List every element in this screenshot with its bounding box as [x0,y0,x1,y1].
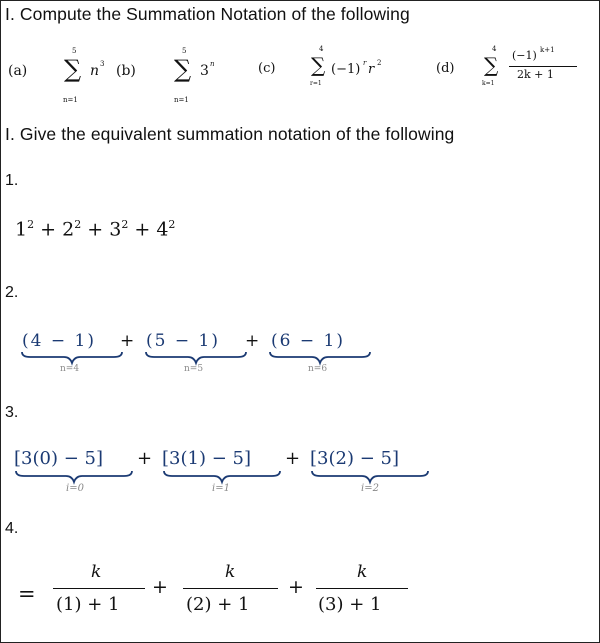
operator-plus: + [87,218,104,241]
brace-label: i=2 [361,483,379,494]
operator-plus: + [245,331,260,351]
item-b-power: n [210,60,215,68]
underbrace-icon [146,352,246,363]
term-exponent: 2 [121,218,129,231]
term-exponent: 2 [27,218,35,231]
problem-2-number: 2. [5,284,19,301]
section-1-title: I. Compute the Summation Notation of the following [5,4,410,24]
problem-1-number: 1. [5,172,19,189]
fraction-denominator: (3) + 1 [318,594,382,615]
problem-3-number: 3. [5,404,19,421]
term-base: 3 [109,218,122,241]
item-c-body: (−1) [331,62,361,77]
sigma-icon: ∑ [174,55,192,83]
item-c-lower: r=1 [310,80,322,87]
equals-sign: = [18,582,36,606]
sigma-icon: ∑ [311,53,326,77]
item-b-label: (b) [116,63,136,79]
brace-label: n=4 [60,364,80,374]
item-a-label: (a) [8,63,28,79]
fraction-bar [183,588,278,589]
operator-plus: + [288,576,304,598]
operator-plus: + [152,576,168,598]
item-b-body: 3 [200,63,209,79]
term-group: [3(2) − 5] [310,448,399,469]
item-d-label: (d) [436,61,455,76]
item-b-upper: 5 [182,47,187,55]
fraction-numerator: k [357,562,368,582]
brace-label: i=0 [66,483,84,494]
operator-plus: + [40,218,57,241]
item-a-body: n [90,63,100,79]
item-d-upper: 4 [492,45,497,53]
underbrace-icon [270,352,370,363]
operator-plus: + [134,218,151,241]
item-a-upper: 5 [72,47,77,55]
brace-label: n=5 [184,364,204,374]
item-c-body2: r [368,62,375,77]
operator-plus: + [137,448,153,469]
item-c-label: (c) [258,61,276,76]
term-exponent: 2 [74,218,82,231]
term-group: [3(0) − 5] [14,448,103,469]
item-d-fraction-bar [509,66,577,67]
underbrace-group [14,470,434,484]
fraction-bar [316,588,408,589]
underbrace-icon [22,352,122,363]
fraction-numerator: k [91,562,102,582]
sigma-icon: ∑ [64,55,82,83]
fraction-denominator: (2) + 1 [186,594,250,615]
term-group: (4 − 1) [22,331,96,351]
fraction-numerator: k [225,562,236,582]
item-a-lower: n=1 [63,96,78,104]
term-base: 2 [62,218,75,241]
term-group: (6 − 1) [271,331,345,351]
underbrace-icon [312,471,428,482]
term-group: [3(1) − 5] [162,448,251,469]
term-base: 4 [156,218,169,241]
operator-plus: + [285,448,301,469]
item-c-power2: 2 [377,59,382,67]
underbrace-icon [164,471,280,482]
term-group: (5 − 1) [146,331,220,351]
term-base: 1 [15,218,28,241]
brace-label: i=1 [212,483,230,494]
item-d-lower: k=1 [482,80,495,87]
underbrace-icon [16,471,132,482]
problem-1-expression [15,218,175,240]
term-exponent: 2 [168,218,176,231]
item-c-power: r [363,59,367,67]
underbrace-group [20,351,360,365]
operator-plus: + [120,331,135,351]
item-b-lower: n=1 [174,96,189,104]
fraction-denominator: (1) + 1 [56,594,120,615]
brace-label: n=6 [308,364,328,374]
item-a-power: 3 [100,60,105,68]
item-d-numerator-power: k+1 [540,46,555,54]
section-2-title: I. Give the equivalent summation notation of the following [5,124,455,144]
item-d-denominator: 2k + 1 [517,68,554,81]
item-d-numerator-base: (−1) [512,49,537,62]
sigma-icon: ∑ [484,53,499,77]
problem-4-number: 4. [5,520,19,537]
fraction-bar [53,588,145,589]
item-c-upper: 4 [319,45,324,53]
